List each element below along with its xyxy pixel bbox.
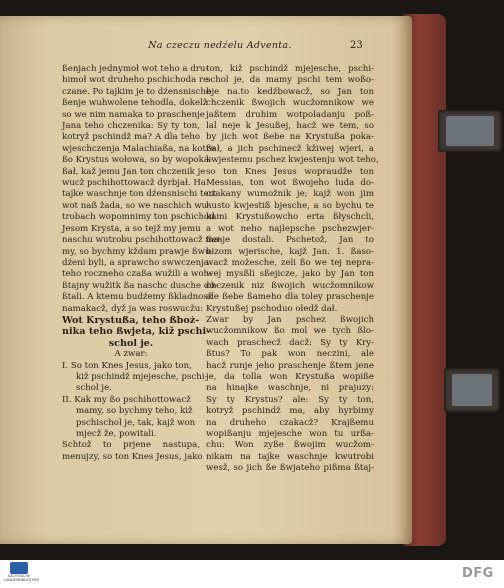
text-line: ßenjach jednymoł wot teho a dru- — [62, 64, 209, 74]
text-line: kami Krystußowcho erta ßłyschcli, — [206, 212, 374, 223]
text-line: ton, kiž pschindž mjejesche, pschi- — [206, 64, 374, 74]
text-line: ßał, a jich pschinecž kžiwej wjeri, a — [206, 143, 374, 154]
text-line: hizom wjerische, kajž Jan. 1. ßaso- — [206, 246, 374, 257]
text-line: kwjestemu pschez kwjestenju wot teho, — [206, 155, 379, 166]
text-line: Sy ty Krystus? ale: Sy ty ton, — [206, 394, 374, 405]
text-line: ßenje wuhwolene tehodla, dokelž — [62, 98, 208, 109]
text-line: wucžomnikow ßo mol we tych ßlo- — [206, 326, 374, 337]
text-line: dźeni byli, a sprawcho swwczenja — [62, 257, 209, 268]
text-line: na hinajke waschnje, ni prajuzy: — [206, 383, 374, 394]
text-line: Jesom Krysta, a so tejž my jemu — [62, 223, 201, 234]
text-line: a wot neho najlepsche pschezwjer- — [206, 223, 374, 234]
text-line: wjeschczenja Malachiaßa, na kotre — [62, 143, 216, 154]
text-line: wach praschecž dacž: Sy ty Kry- — [206, 337, 374, 348]
text-line: my, so bychmy kždam prawje ßwu- — [62, 246, 214, 257]
text-line: nika teho ßwjeta, kiž pschi- — [62, 326, 211, 338]
text-line: ßtali. A ktemu budźemy ßkladnosž — [62, 292, 213, 303]
text-line: Krystußej pschoduo ołedž dał. — [206, 303, 338, 314]
text-line: himoł wot druheho pschichoda re- — [62, 75, 212, 86]
text-line: mjecž že, powitali. — [76, 429, 157, 439]
text-line: schol je. — [76, 383, 112, 394]
page-number: 23 — [350, 40, 363, 51]
text-line: teho roczneho czaßa wužili a woh- — [62, 269, 212, 280]
text-line: schol je. — [108, 337, 154, 349]
text-line: Wot Krystußa, teho ßboż- — [62, 314, 200, 326]
text-line: Jana teho chczenika: Sy ty ton, — [62, 121, 200, 132]
text-line: ßał, kaž jemu Jan ton chczenik je — [62, 166, 206, 177]
text-line: ale ßebe ßameho dla toley praschenje — [206, 292, 374, 303]
text-line: lal neje k Jesußej, hacž we tem, so — [206, 121, 374, 132]
text-line: menujzy, so ton Knes Jesus, jako — [62, 451, 203, 462]
text-line: husto kwjestiß bjesche, a so bychu te — [206, 200, 374, 211]
text-line: Messias, ton wot ßwojeho luda do- — [206, 178, 374, 189]
metal-clasp-bottom — [444, 368, 500, 412]
library-logo-mark — [10, 562, 28, 574]
text-line: naschu wutrobu pschihottowacž ma- — [62, 235, 222, 246]
text-line: wucž pschihottowacž dyrbjał. Ha — [62, 178, 206, 189]
text-line: pschischol je, tak, kajž won — [76, 417, 196, 428]
left-text-column — [62, 64, 222, 514]
dfg-logo[interactable]: DFG — [462, 566, 494, 581]
text-line: wej mysßli sßejicze, jako by Jan ton — [206, 269, 374, 280]
text-line: so we nim namaka to praschenje — [62, 109, 205, 120]
text-line: A zwar: — [114, 349, 148, 360]
text-line: chczenik ßwojich wucžomnikow we — [206, 98, 374, 109]
text-line: na druheho czakacž? Krajßemu — [206, 417, 374, 428]
running-head: Na czeczu nedźelu Adventa. — [148, 40, 292, 51]
library-logo-text: SÄCHSISCHE LANDESBIBLIOTHEK — [4, 574, 40, 582]
library-logo[interactable] — [4, 562, 40, 586]
text-line: ßenje dostali. Pschetož, Jan to — [206, 235, 374, 246]
text-line: kiž pschindž mjejesche, pschi- — [76, 371, 208, 382]
text-line: wesž, so jich ße ßwjateho pißma ßtaj- — [206, 463, 374, 474]
text-line: ßo Krystus wołowa, so by wopoka- — [62, 155, 212, 166]
text-line: kotryž pschindž ma? A dla teho — [62, 132, 200, 143]
text-line: schol je, da mamy pschi tem woßo- — [206, 75, 374, 86]
text-line: ßtajny wužitk ßa naschc dusche do- — [62, 280, 218, 291]
viewer-footer-bar — [0, 560, 504, 588]
text-line: kotryž pschindž ma, aby hyrbimy — [206, 406, 374, 417]
text-line: czane. Po tajkim je to dźensnische — [62, 86, 211, 97]
text-line: wopißanju mjejesche won tu urßa- — [206, 429, 374, 439]
text-line: hacž runje jeho praschenje ßtem jene — [206, 360, 374, 371]
text-line: chu: Won zyße ßwojim wucžom- — [206, 440, 374, 451]
text-line: Zwar by Jan pschez ßwojich — [206, 314, 374, 325]
metal-clasp-top — [438, 110, 502, 152]
text-line: namakacž, dyž ja was roswucžu: — [62, 303, 204, 314]
text-line: ßtus? To pak won neczini, ale — [206, 349, 374, 360]
text-line: I. So ton Knes Jesus, jako ton, — [62, 360, 192, 371]
text-line: chczenik niz ßwojich wucžomnikow — [206, 280, 374, 291]
text-line: by jich wot ßebe na Krystußa poka- — [206, 132, 374, 143]
right-text-column — [206, 64, 379, 514]
text-line: bje na.to kedźbowacž, so Jan ton — [206, 86, 374, 97]
text-line: so ton Knes Jesus wopraudže ton — [206, 166, 374, 177]
text-line: mamy, so bychmy teho, kiž — [76, 406, 193, 417]
text-line: wot naß žada, so we naschich wu- — [62, 200, 211, 211]
text-line: nikam na tajke waschnje kwutrobi — [206, 451, 374, 462]
text-line: wacž možesche, zeli ßo we tej nepra- — [206, 257, 374, 268]
text-line: tajke waschnje ton dźensnischi tert — [62, 189, 217, 200]
text-line: jaßtem druhim wotpoladanju poß- — [206, 109, 374, 120]
text-line: trobach wopomnimy ton pschichod — [62, 212, 215, 223]
text-line: Schtož to prjene nastupa, — [62, 440, 200, 451]
text-line: II. Kak my ßo pschihottowacž — [62, 394, 191, 405]
text-line: czakany wumožnik je; kajž won jim — [206, 189, 374, 200]
text-line: je, da tolla won Krystußa wopiße — [206, 371, 374, 382]
